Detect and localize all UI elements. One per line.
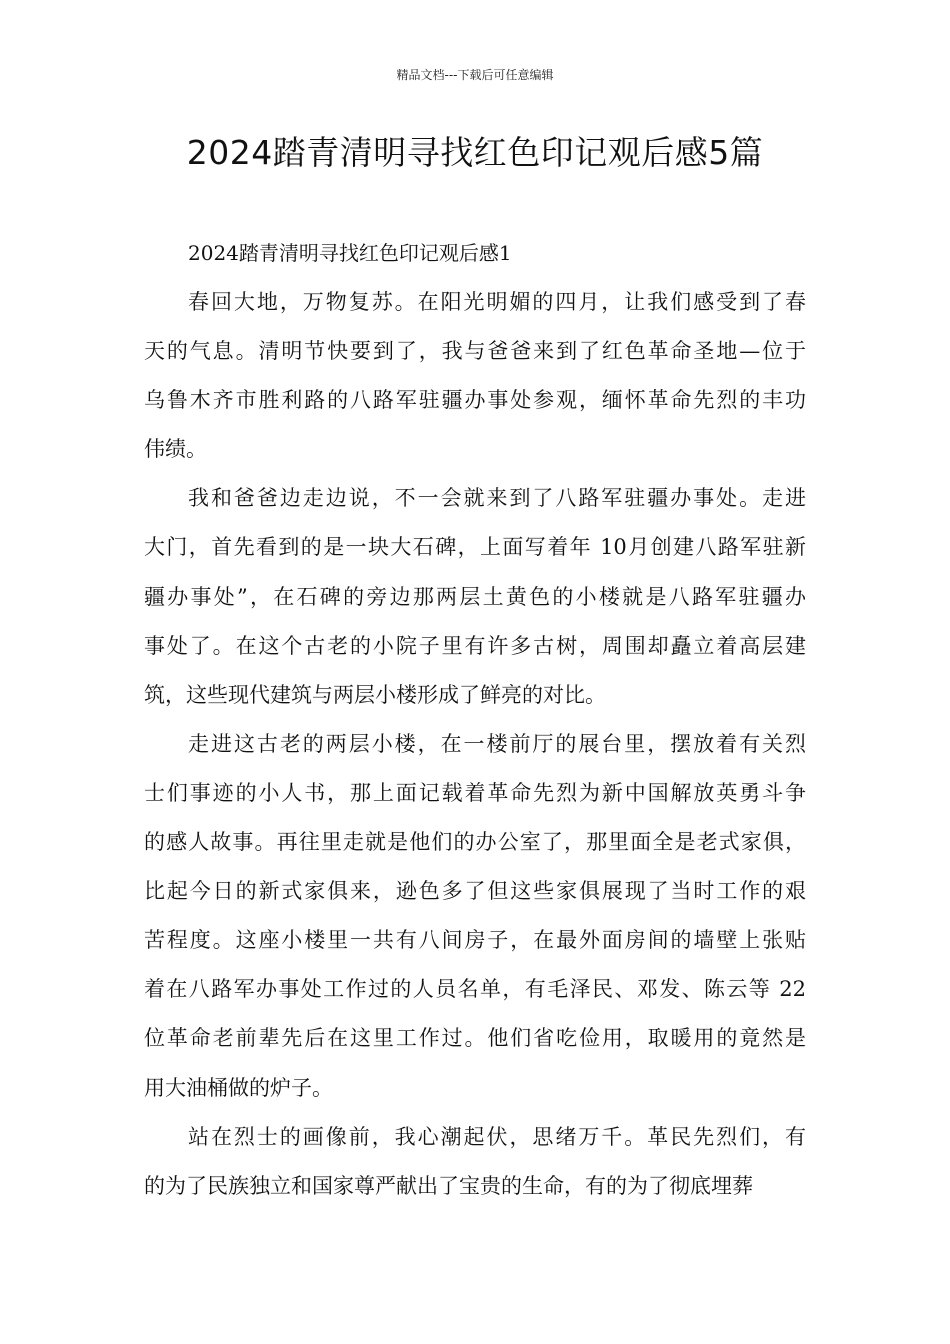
header-note: 精品文档---下载后可任意编辑: [396, 68, 554, 82]
paragraph-line: 天的气息。清明节快要到了，我与爸爸来到了红色革命圣地—位于: [144, 339, 806, 364]
paragraph-line: 疆办事处”，在石碑的旁边那两层土黄色的小楼就是八路军驻疆办: [144, 584, 806, 609]
paragraph-line: 走进这古老的两层小楼，在一楼前厅的展台里，摆放着有关烈: [188, 731, 806, 756]
paragraph-line: 士们事迹的小人书，那上面记载着革命先烈为新中国解放英勇斗争: [144, 780, 806, 805]
paragraph-line: 位革命老前辈先后在这里工作过。他们省吃俭用，取暖用的竟然是: [144, 1026, 806, 1051]
paragraph-line: 着在八路军办事处工作过的人员名单，有毛泽民、邓发、陈云等 22: [144, 977, 806, 1002]
paragraph-line: 的为了民族独立和国家尊严献出了宝贵的生命，有的为了彻底埋葬: [144, 1173, 753, 1198]
paragraph: [144, 1113, 806, 1211]
paragraph-line: 站在烈士的画像前，我心潮起伏，思绪万千。革民先烈们，有: [188, 1124, 806, 1149]
paragraph-line: 比起今日的新式家俱来，逊色多了但这些家俱展现了当时工作的艰: [144, 879, 806, 904]
paragraph-line: 我和爸爸边走边说，不一会就来到了八路军驻疆办事处。走进: [188, 486, 806, 511]
paragraph-line: 伟绩。: [144, 437, 207, 462]
paragraph-list: [144, 278, 806, 1211]
paragraph-line: 苦程度。这座小楼里一共有八间房子，在最外面房间的墙壁上张贴: [144, 928, 806, 953]
section-subtitle: 2024踏青清明寻找红色印记观后感1: [188, 241, 512, 265]
paragraph-line: 的感人故事。再往里走就是他们的办公室了，那里面全是老式家俱，: [144, 830, 806, 855]
paragraph-line: 乌鲁木齐市胜利路的八路军驻疆办事处参观，缅怀革命先烈的丰功: [144, 388, 806, 413]
paragraph: [144, 720, 806, 1113]
document-title: 2024踏青清明寻找红色印记观后感5篇: [186, 133, 764, 172]
paragraph-line: 大门，首先看到的是一块大石碑，上面写着年 10月创建八路军驻新: [144, 535, 806, 560]
paragraph-line: 事处了。在这个古老的小院子里有许多古树，周围却矗立着高层建: [144, 633, 806, 658]
document-body: [144, 229, 806, 1211]
paragraph-line: 用大油桶做的炉子。: [144, 1075, 333, 1100]
paragraph: [144, 278, 806, 474]
paragraph: [144, 474, 806, 719]
paragraph-line: 春回大地，万物复苏。在阳光明媚的四月，让我们感受到了春: [188, 290, 806, 314]
paragraph-line: 筑，这些现代建筑与两层小楼形成了鲜亮的对比。: [144, 682, 606, 707]
